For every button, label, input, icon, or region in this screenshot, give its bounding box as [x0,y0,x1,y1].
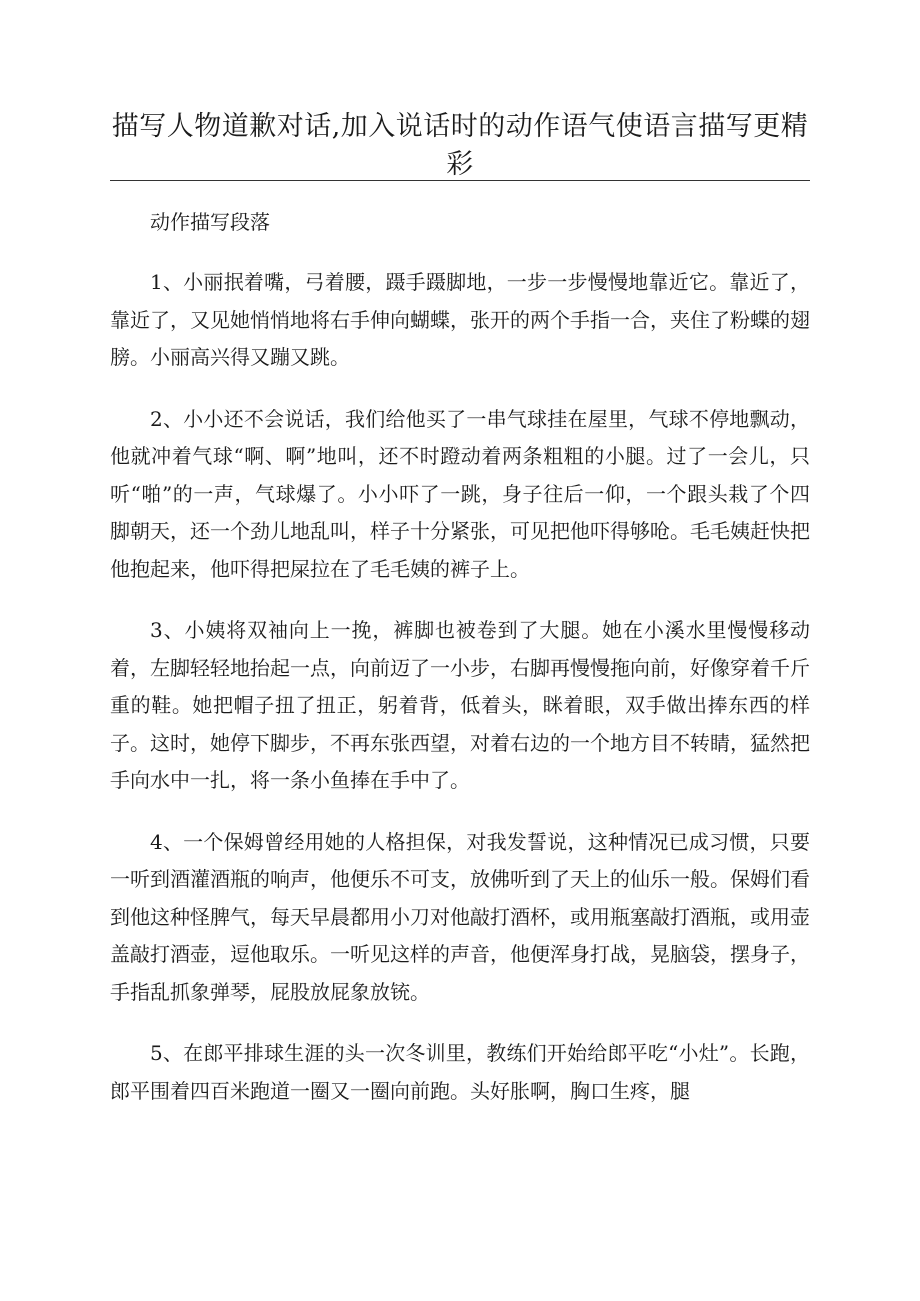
title-divider [110,180,810,181]
section-heading: 动作描写段落 [150,210,270,234]
document-title: 描写人物道歉对话,加入说话时的动作语气使语言描写更精彩 [111,111,809,180]
paragraph-5: 5、在郎平排球生涯的头一次冬训里，教练们开始给郎平吃“小灶”。长跑，郎平围着四百米跑道一圈又一圈向前跑。头好胀啊，胸口生疼，腿 [110,1041,810,1103]
paragraph-3: 3、小姨将双袖向上一挽，裤脚也被卷到了大腿。她在小溪水里慢慢移动着，左脚轻轻地抬起一点，向前迈了一小步，右脚再慢慢拖向前，好像穿着千斤重的鞋。她把帽子扭了扭正，躬着背，低着头，眯着眼，双手做出捧东西的样子。这时，她停下脚步，不再东张西望，对着右边的一个地方目不转睛，猛然把手向水中一扎，将一条小鱼捧在手中了。 [110,618,810,792]
paragraph-4: 4、一个保姆曾经用她的人格担保，对我发誓说，这种情况已成习惯，只要一听到酒灌酒瓶的响声，他便乐不可支，放佛听到了天上的仙乐一般。保姆们看到他这种怪脾气，每天早晨都用小刀对他敲打酒杯，或用瓶塞敲打酒瓶，或用壶盖敲打酒壶，逗他取乐。一听见这样的声音，他便浑身打战，晃脑袋，摆身子，手指乱抓象弹琴，屁股放屁象放铳。 [110,829,810,1004]
paragraph-1: 1、小丽抿着嘴，弓着腰，蹑手蹑脚地，一步一步慢慢地靠近它。靠近了，靠近了，又见她悄悄地将右手伸向蝴蝶，张开的两个手指一合，夹住了粉蝶的翅膀。小丽高兴得又蹦又跳。 [110,270,810,369]
document-body [110,204,810,1110]
paragraph-2: 2、小小还不会说话，我们给他买了一串气球挂在屋里，气球不停地飘动，他就冲着气球“啊、啊”地叫，还不时蹬动着两条粗粗的小腿。过了一会儿，只听“啪”的一声，气球爆了。小小吓了一跳，身子往后一仰，一个跟头栽了个四脚朝天，还一个劲儿地乱叫，样子十分紧张，可见把他吓得够呛。毛毛姨赶快把他抱起来，他吓得把屎拉在了毛毛姨的裤子上。 [110,406,810,581]
